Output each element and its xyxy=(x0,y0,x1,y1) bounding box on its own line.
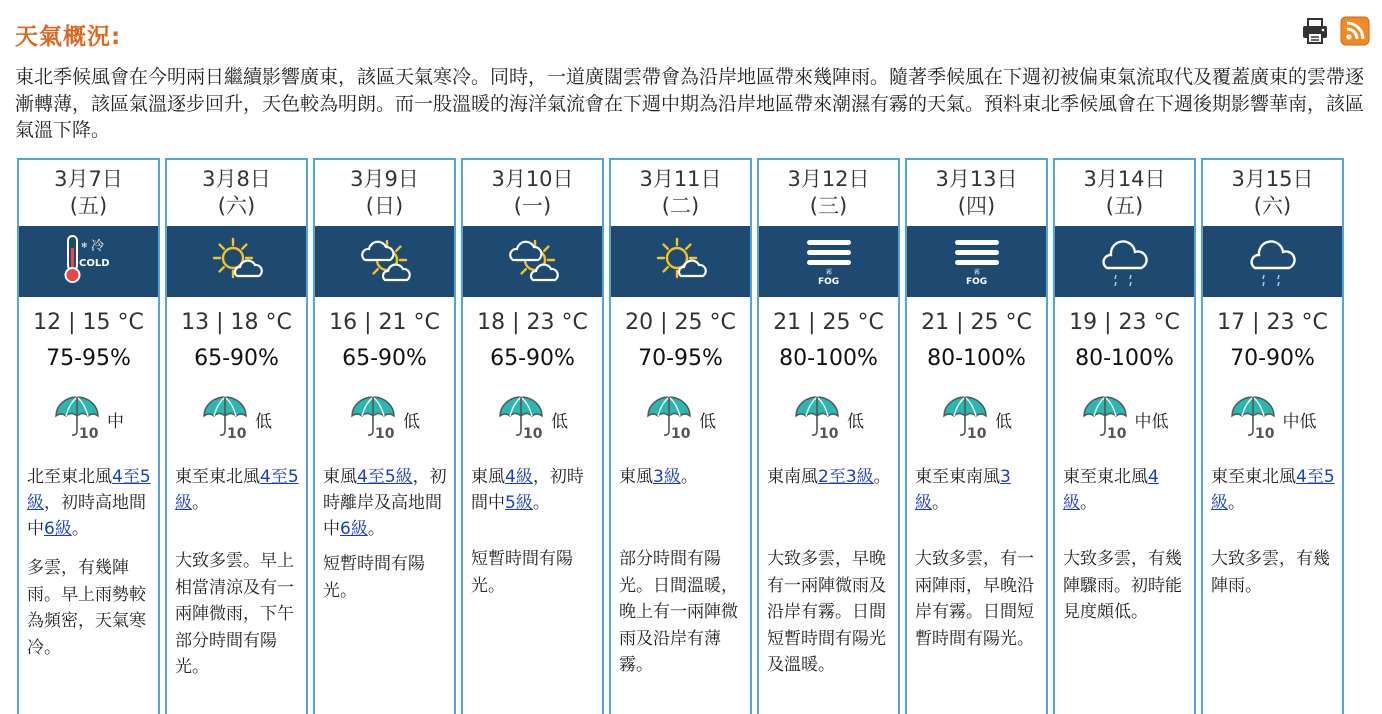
uv-umbrella-icon xyxy=(941,394,989,444)
forecast-weekday: (三) xyxy=(809,194,848,218)
weather-description: 大致多雲，有一兩陣雨，早晚沿岸有霧。日間短暫時間有陽光。 xyxy=(915,549,1034,649)
temperature-range: 20 | 25 °C xyxy=(625,310,736,335)
wind-scale-link[interactable]: 4級 xyxy=(1063,467,1159,513)
forecast-date: 3月14日 xyxy=(1083,167,1166,191)
weather-description: 大致多雲。早上相當清涼及有一兩陣微雨，下午部分時間有陽光。 xyxy=(175,551,294,677)
fog-icon xyxy=(947,230,1007,294)
forecast-date: 3月8日 xyxy=(202,167,271,191)
wind-forecast xyxy=(471,464,596,516)
wind-text: ，初時間中 xyxy=(471,467,584,513)
wind-text: 。 xyxy=(680,467,698,487)
wind-forecast xyxy=(175,464,300,516)
humidity-range: 65-90% xyxy=(194,346,279,371)
temperature-range: 18 | 23 °C xyxy=(477,310,588,335)
wind-text: 東至東北風 xyxy=(1211,467,1296,487)
humidity-range: 65-90% xyxy=(490,346,575,371)
wind-text: 。 xyxy=(532,493,550,513)
uv-index xyxy=(759,396,898,442)
weather-icon-bar xyxy=(907,226,1046,297)
weather-icon-bar xyxy=(167,226,306,297)
weather-description: 大致多雲，有幾陣雨。 xyxy=(1211,549,1330,596)
forecast-date: 3月10日 xyxy=(491,167,574,191)
wind-text: 東至東北風 xyxy=(1063,467,1148,487)
wind-forecast xyxy=(1211,464,1336,516)
svg-text:10: 10 xyxy=(375,426,395,440)
svg-text:FOG: FOG xyxy=(817,276,839,287)
wind-text: 。 xyxy=(932,493,949,513)
wind-text: ，初時高地間中 xyxy=(27,493,146,539)
uv-level: 低 xyxy=(995,411,1012,432)
uv-umbrella-icon xyxy=(793,394,841,444)
svg-text:COLD: COLD xyxy=(78,257,110,269)
cold-icon xyxy=(59,230,119,294)
temperature-range: 12 | 15 °C xyxy=(33,310,144,335)
sunny-intervals-icon xyxy=(503,230,563,294)
forecast-date: 3月11日 xyxy=(639,167,722,191)
forecast-weekday: (六) xyxy=(217,194,256,218)
print-icon[interactable] xyxy=(1300,16,1330,46)
wind-forecast xyxy=(915,464,1040,516)
forecast-weekday: (四) xyxy=(957,194,996,218)
forecast-date: 3月15日 xyxy=(1231,167,1314,191)
forecast-day-5 xyxy=(609,158,752,714)
weather-description: 大致多雲，有幾陣驟雨。初時能見度頗低。 xyxy=(1063,549,1182,622)
forecast-day-4 xyxy=(461,158,604,714)
wind-text: 。 xyxy=(1228,493,1245,513)
forecast-weekday: (一) xyxy=(513,194,552,218)
uv-index xyxy=(167,396,306,442)
svg-text:10: 10 xyxy=(227,426,247,440)
uv-index xyxy=(1055,396,1194,442)
wind-text: 。 xyxy=(71,519,89,539)
uv-level: 低 xyxy=(255,411,272,432)
wind-text: 東至東南風 xyxy=(915,467,1000,487)
wind-scale-link[interactable]: 3級 xyxy=(653,467,681,487)
forecast-date: 3月13日 xyxy=(935,167,1018,191)
humidity-range: 65-90% xyxy=(342,346,427,371)
forecast-weekday: (五) xyxy=(1105,194,1144,218)
forecast-weekday: (日) xyxy=(365,194,404,218)
weather-description: 部分時間有陽光。日間溫暖，晚上有一兩陣微雨及沿岸有薄霧。 xyxy=(619,549,738,675)
wind-scale-link[interactable]: 6級 xyxy=(44,519,72,539)
wind-forecast xyxy=(1063,464,1188,516)
wind-text: ，初時離岸及高地間中 xyxy=(323,467,447,539)
wind-scale-link[interactable]: 3級 xyxy=(915,467,1011,513)
temperature-range: 19 | 23 °C xyxy=(1069,310,1180,335)
wind-scale-link[interactable]: 4至5級 xyxy=(175,467,299,513)
wind-scale-link[interactable]: 4至5級 xyxy=(357,467,413,487)
wind-text: 。 xyxy=(192,493,209,513)
uv-umbrella-icon xyxy=(201,394,249,444)
forecast-day-9 xyxy=(1201,158,1344,714)
uv-index xyxy=(611,396,750,442)
uv-level: 低 xyxy=(551,411,568,432)
uv-umbrella-icon xyxy=(1081,394,1129,444)
humidity-range: 70-95% xyxy=(638,346,723,371)
weather-icon-bar xyxy=(315,226,454,297)
weather-icon-bar xyxy=(19,226,158,297)
weather-icon-bar xyxy=(1055,226,1194,297)
sunny-periods-icon xyxy=(207,230,267,294)
sunny-periods-icon xyxy=(651,230,711,294)
forecast-day-3 xyxy=(313,158,456,714)
uv-level: 中低 xyxy=(1282,411,1317,432)
uv-level: 低 xyxy=(847,411,864,432)
temperature-range: 21 | 25 °C xyxy=(773,310,884,335)
forecast-day-6 xyxy=(757,158,900,714)
svg-text:10: 10 xyxy=(1106,426,1126,440)
wind-forecast xyxy=(323,464,448,542)
humidity-range: 80-100% xyxy=(1075,346,1174,371)
uv-index xyxy=(463,396,602,442)
wind-forecast xyxy=(619,464,744,490)
weather-icon-bar xyxy=(1203,226,1342,297)
forecast-weekday: (六) xyxy=(1253,194,1292,218)
page-title: 天氣概況: xyxy=(15,24,122,50)
wind-scale-link[interactable]: 4至5級 xyxy=(1211,467,1335,513)
forecast-date: 3月9日 xyxy=(350,167,419,191)
wind-text: 。 xyxy=(1080,493,1097,513)
wind-text: 東南風 xyxy=(767,467,818,487)
temperature-range: 17 | 23 °C xyxy=(1217,310,1328,335)
weather-description: 大致多雲，早晚有一兩陣微雨及沿岸有霧。日間短暫時間有陽光及溫暖。 xyxy=(767,549,886,675)
wind-text: 東風 xyxy=(471,467,505,487)
svg-text:霧: 霧 xyxy=(825,268,832,276)
fog-icon xyxy=(799,230,859,294)
weather-description: 短暫時間有陽光。 xyxy=(323,554,425,601)
uv-index xyxy=(19,396,158,442)
wind-text: 北至東北風 xyxy=(27,467,112,487)
wind-forecast xyxy=(27,464,152,542)
weather-summary: 東北季候風會在今明兩日繼續影響廣東，該區天氣寒冷。同時，一道廣闊雲帶會為沿岸地區帶來幾陣雨。隨著季候風在下週初被偏東氣流取代及覆蓋廣東的雲帶逐漸轉薄，該區氣溫逐步回升，天色較為明朗。而一股溫暖的海洋氣流會在下週中期為沿岸地區帶來潮濕有霧的天氣。預料東北季候風會在下週後期影響華南，該區氣溫下降。 xyxy=(15,66,1365,141)
rss-icon[interactable] xyxy=(1340,16,1370,46)
uv-level: 中 xyxy=(107,411,124,432)
humidity-range: 75-95% xyxy=(46,346,131,371)
weather-description: 短暫時間有陽光。 xyxy=(471,549,573,596)
forecast-days xyxy=(17,158,1367,714)
weather-icon-bar xyxy=(463,226,602,297)
svg-text:10: 10 xyxy=(967,426,987,440)
forecast-date: 3月12日 xyxy=(787,167,870,191)
uv-level: 低 xyxy=(403,411,420,432)
wind-scale-link[interactable]: 4至5級 xyxy=(27,467,151,513)
showers-icon xyxy=(1243,230,1303,294)
wind-scale-link[interactable]: 4級 xyxy=(505,467,533,487)
uv-umbrella-icon xyxy=(53,394,101,444)
forecast-day-1 xyxy=(17,158,160,714)
svg-text:霧: 霧 xyxy=(973,268,980,276)
forecast-weekday: (五) xyxy=(69,194,108,218)
uv-level: 低 xyxy=(699,411,716,432)
humidity-range: 70-90% xyxy=(1230,346,1315,371)
wind-text: 。 xyxy=(873,467,891,487)
wind-text: 東風 xyxy=(619,467,653,487)
forecast-date: 3月7日 xyxy=(54,167,123,191)
uv-umbrella-icon xyxy=(497,394,545,444)
uv-umbrella-icon xyxy=(1229,394,1277,444)
wind-scale-link[interactable]: 5級 xyxy=(505,493,533,513)
temperature-range: 16 | 21 °C xyxy=(329,310,440,335)
humidity-range: 80-100% xyxy=(927,346,1026,371)
wind-text: 東至東北風 xyxy=(175,467,260,487)
uv-index xyxy=(315,396,454,442)
weather-description: 多雲，有幾陣雨。早上雨勢較為頻密，天氣寒冷。 xyxy=(27,558,146,658)
wind-scale-link[interactable]: 2至3級 xyxy=(818,467,874,487)
temperature-range: 13 | 18 °C xyxy=(181,310,292,335)
svg-text:10: 10 xyxy=(523,426,543,440)
wind-scale-link[interactable]: 6級 xyxy=(340,519,368,539)
sunny-intervals-icon xyxy=(355,230,415,294)
weather-icon-bar xyxy=(759,226,898,297)
svg-text:10: 10 xyxy=(1254,426,1274,440)
wind-text: 。 xyxy=(367,519,385,539)
forecast-day-8 xyxy=(1053,158,1196,714)
svg-text:冷: 冷 xyxy=(90,238,104,254)
svg-text:10: 10 xyxy=(79,426,99,440)
temperature-range: 21 | 25 °C xyxy=(921,310,1032,335)
uv-umbrella-icon xyxy=(645,394,693,444)
showers-icon xyxy=(1095,230,1155,294)
forecast-day-7 xyxy=(905,158,1048,714)
wind-text: 東風 xyxy=(323,467,357,487)
humidity-range: 80-100% xyxy=(779,346,878,371)
svg-text:10: 10 xyxy=(819,426,839,440)
svg-text:❄: ❄ xyxy=(80,240,88,250)
uv-index xyxy=(907,396,1046,442)
svg-text:FOG: FOG xyxy=(965,276,987,287)
svg-text:10: 10 xyxy=(671,426,691,440)
weather-icon-bar xyxy=(611,226,750,297)
toolbar xyxy=(1300,16,1370,46)
uv-umbrella-icon xyxy=(349,394,397,444)
uv-level: 中低 xyxy=(1134,411,1169,432)
wind-forecast xyxy=(767,464,892,490)
forecast-day-2 xyxy=(165,158,308,714)
forecast-weekday: (二) xyxy=(661,194,700,218)
uv-index xyxy=(1203,396,1342,442)
